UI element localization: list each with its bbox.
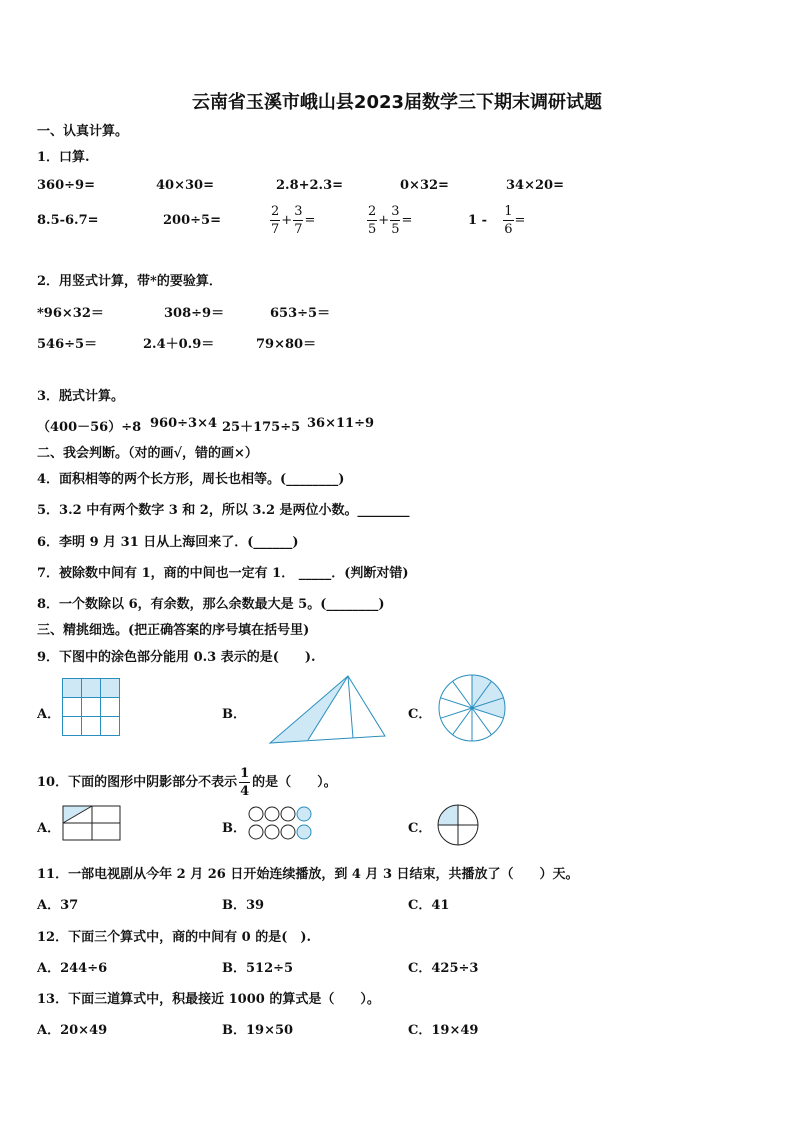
calc-item: 25＋175÷5 (222, 420, 301, 435)
calc-item: 2.4＋0.9＝ (143, 337, 215, 352)
option-b: B． (222, 707, 246, 722)
option-b: B．512÷5 (222, 961, 294, 976)
circles-figure (247, 805, 315, 841)
calc-item: 79×80＝ (256, 337, 317, 352)
fraction-expression-3: 1 - $\frac{1}{6}$ = (468, 204, 526, 237)
option-c: C． (408, 707, 432, 722)
option-b: B． (222, 821, 246, 836)
option-c: C．41 (408, 898, 450, 913)
calc-item: 34×20= (506, 178, 564, 193)
option-a: A．20×49 (37, 1023, 108, 1038)
question-4: 4．面积相等的两个长方形，周长也相等。(________) (37, 472, 345, 487)
option-c: C．425÷3 (408, 961, 479, 976)
calc-item: 360÷9= (37, 178, 95, 193)
calc-item: 0×32= (400, 178, 449, 193)
calc-item: 546÷5＝ (37, 337, 98, 352)
option-a: A．244÷6 (37, 961, 108, 976)
option-b: B．39 (222, 898, 265, 913)
fraction-expression-2: $\frac{2}{5}$ + $\frac{3}{5}$ = (368, 204, 413, 237)
section-heading-3: 三、精挑细选。(把正确答案的序号填在括号里) (37, 623, 310, 638)
question-3-label: 3．脱式计算。 (37, 389, 125, 404)
question-12-label: 12．下面三个算式中，商的中间有 0 的是( ). (37, 930, 312, 945)
option-c: C． (408, 821, 432, 836)
fraction: $\frac{1}{6}$ (504, 204, 513, 237)
page-title: 云南省玉溪市峨山县2023届数学三下期末调研试题 (191, 92, 603, 113)
question-13-label: 13．下面三道算式中，积最接近 1000 的算式是（ ）。 (37, 992, 380, 1007)
calc-item: 308÷9＝ (164, 306, 225, 321)
fraction: $\frac{1}{4}$ (240, 766, 250, 799)
option-a: A． (37, 707, 61, 722)
rectangle-figure (62, 805, 122, 841)
option-a: A． (37, 821, 61, 836)
quarter-circle-figure (436, 803, 480, 847)
triangle-figure (268, 675, 388, 745)
fraction-expression-1: $\frac{2}{7}$ + $\frac{3}{7}$ = (271, 204, 316, 237)
circle-figure (437, 673, 507, 743)
calc-item: 36×11÷9 (307, 416, 375, 431)
calc-item: 653÷5＝ (270, 306, 331, 321)
fraction: $\frac{2}{5}$ (368, 204, 377, 237)
calc-item: 200÷5= (163, 213, 221, 228)
calc-item: 960÷3×4 (150, 416, 218, 431)
option-b: B．19×50 (222, 1023, 294, 1038)
question-8: 8．一个数除以 6，有余数，那么余数最大是 5。(________) (37, 597, 385, 612)
question-5: 5．3.2 中有两个数字 3 和 2，所以 3.2 是两位小数。________ (37, 503, 410, 518)
question-10-label: 10．下面的图形中阴影部分不表示 $\frac{1}{4}$ 的是（ ）。 (37, 766, 337, 799)
question-6: 6．李明 9 月 31 日从上海回来了．(______) (37, 535, 299, 550)
question-9-label: 9．下图中的涂色部分能用 0.3 表示的是( ). (37, 650, 316, 665)
question-11-label: 11．一部电视剧从今年 2 月 26 日开始连续播放，到 4 月 3 日结束，共播放了（ ）天。 (37, 867, 579, 882)
option-a: A．37 (37, 898, 79, 913)
grid-figure (62, 678, 120, 736)
calc-item: （400－56）÷8 (37, 420, 142, 435)
calc-item: 2.8+2.3= (276, 178, 344, 193)
calc-item: 40×30= (156, 178, 214, 193)
question-1-label: 1．口算. (37, 150, 90, 165)
question-2-label: 2．用竖式计算，带*的要验算． (37, 274, 222, 289)
fraction: $\frac{3}{5}$ (391, 204, 400, 237)
calc-item: 8.5-6.7= (37, 213, 99, 228)
option-c: C．19×49 (408, 1023, 479, 1038)
question-7: 7．被除数中间有 1，商的中间也一定有 1． _____．(判断对错) (37, 566, 409, 581)
fraction: $\frac{2}{7}$ (271, 204, 280, 237)
calc-item: *96×32＝ (37, 306, 104, 321)
section-heading-1: 一、认真计算。 (37, 124, 129, 139)
fraction: $\frac{3}{7}$ (294, 204, 303, 237)
section-heading-2: 二、我会判断。（对的画√，错的画×） (37, 446, 258, 461)
